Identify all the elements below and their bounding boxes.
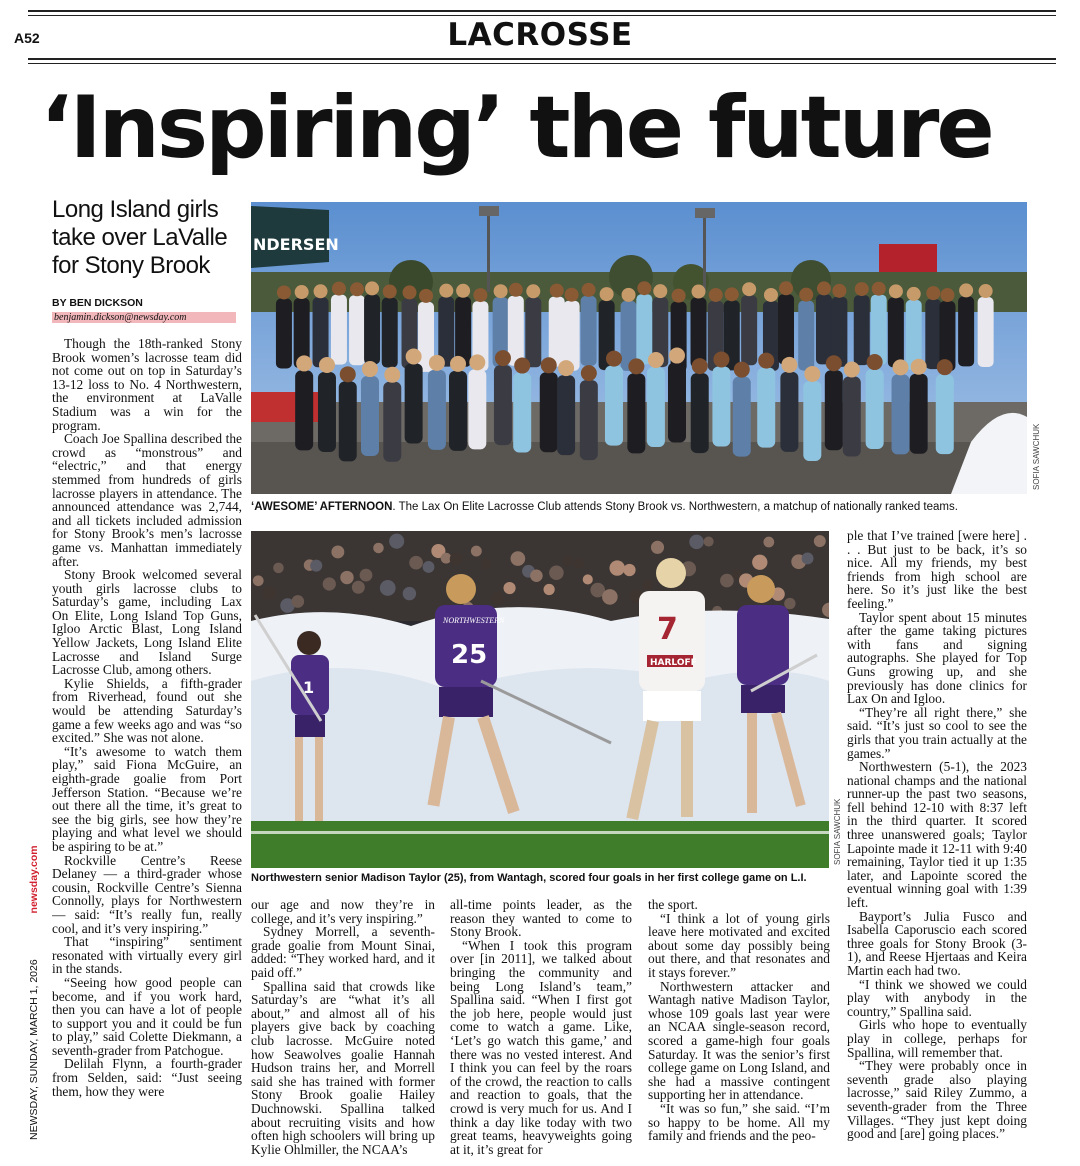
spectator [450, 552, 463, 565]
crowd-head [406, 349, 422, 365]
crowd-person [557, 375, 575, 455]
crowd-head [550, 284, 564, 298]
masthead-bottom-rule-thin [28, 63, 1056, 64]
spectator [389, 534, 404, 549]
crowd-head [314, 284, 328, 298]
headline: ‘Inspiring’ the future [40, 78, 992, 178]
crowd-head [429, 355, 445, 371]
spectator [331, 546, 344, 559]
crowd-head [979, 284, 993, 298]
crowd-person [605, 366, 623, 446]
crowd-head [365, 281, 379, 295]
crowd-head [804, 366, 820, 382]
crowd-head [350, 282, 364, 296]
spectator [544, 584, 555, 595]
crowd-head [558, 360, 574, 376]
crowd-head [541, 357, 557, 373]
paragraph: “It’s awesome to watch them play,” said Fiona McGuire, an eighth-grade goalie from Port Jefferson Station. “Because we’re out there all the time, it’s great to see the big girls, see how they’re playing and what level we should be aspiring to be at.” [52, 743, 242, 854]
crowd-head [844, 361, 860, 377]
crowd-head [277, 285, 291, 299]
spectator [273, 563, 284, 574]
game-photo [251, 531, 829, 868]
crowd-person [854, 295, 870, 365]
crowd-head [384, 367, 400, 383]
spectator [360, 569, 373, 582]
crowd-person [910, 374, 928, 454]
crowd-head [383, 285, 397, 299]
crowd-person [449, 371, 467, 451]
folio-date: NEWSDAY, SUNDAY, MARCH 1, 2026 [28, 959, 40, 1140]
jersey-script: NORTHWESTERN [443, 616, 505, 625]
crowd-head [509, 283, 523, 297]
crowd-head [713, 351, 729, 367]
spectator [471, 546, 482, 557]
paragraph: “They’re all right there,” she said. “It’s just so cool to see the girls that you train actually at the games.” [847, 704, 1027, 761]
top-rule [28, 10, 1056, 12]
crowd-person [825, 370, 843, 450]
crowd-head [295, 285, 309, 299]
paragraph: ple that I’ve trained [were here] . . . But just to be back, it’s so nice. All my friends, my best friends from high school are here. So it’s just like the best feeling.” [847, 529, 1027, 611]
crowd-head [419, 289, 433, 303]
crowd-person [741, 295, 757, 365]
crowd-person [691, 373, 709, 453]
crowd-person [513, 373, 531, 453]
team-photo-image [251, 202, 1027, 494]
article-column-5 [847, 529, 1027, 1159]
page-number: A52 [14, 30, 40, 46]
paragraph: Sydney Morrell, a seventh-grade goalie from Mount Sinai, added: “They worked hard, and it paid off.” [251, 924, 435, 980]
spectator [609, 560, 624, 575]
crowd-person [871, 295, 887, 365]
crowd-head [692, 358, 708, 374]
spectator [423, 561, 435, 573]
crowd-head [473, 288, 487, 302]
spectator [373, 543, 384, 554]
crowd-person [668, 363, 686, 443]
spectator [704, 536, 714, 546]
spectator [651, 541, 664, 554]
crowd-person [733, 377, 751, 457]
crowd-head [940, 288, 954, 302]
caption-text: . The Lax On Elite Lacrosse Club attends Stony Brook vs. Northwestern, a matchup of nationally ranked teams. [392, 501, 958, 513]
crowd-head [817, 281, 831, 295]
paragraph: Spallina said that crowds like Saturday’s are “what it’s all about,” and almost all of his players give back by coaching club lacrosse. McGuire noted how Seawolves goalie Hannah Hudson trains her, and Morrell said she has trained with former Stony Brook goalie Hailey Duchnowski. Spallina talked about recruiting visits and how often high schoolers will bring up Kylie Ohlmiller, the NCAA’s [251, 978, 435, 1157]
spectator [602, 589, 618, 605]
crowd-head [581, 365, 597, 381]
crowd-person [468, 369, 486, 449]
crowd-head [296, 355, 312, 371]
paragraph: “When I took this program over [in 2011], we talked about bringing the community and being Long Island’s team,” Spallina said. “When I first got the job here, people would just come to watch a game. Like, ‘Let’s go watch this game,’ and there was no vested interest. And I think you can feel by the roars of the crowd, the reaction to calls and reaction to goals, that the crowd is very much for us. And I think a day like today with two great teams, heavyweights going at it, it’s great for [450, 937, 632, 1157]
crowd-head [362, 361, 378, 377]
folio-vertical [28, 845, 40, 1140]
paragraph: “Seeing how good people can become, and if you work hard, then you can have a lot of people to support you and it could be fun to play,” said Colette Diekmann, a seventh-grader from Patchogue. [52, 974, 242, 1058]
crowd-head [456, 284, 470, 298]
crowd-person [383, 382, 401, 462]
crowd-head [764, 288, 778, 302]
crowd-head [450, 356, 466, 372]
spectator [409, 556, 423, 570]
crowd-head [628, 358, 644, 374]
spectator [481, 559, 492, 570]
crowd-person [361, 376, 379, 456]
paragraph: “I think a lot of young girls leave here motivated and excited about some day possibly being out there, and that resonates and it stays forever.” [648, 910, 830, 980]
caption-lead: ‘AWESOME’ AFTERNOON [251, 501, 393, 513]
crowd-person [494, 365, 512, 445]
top-rule-thin [28, 15, 1056, 16]
crowd-person [313, 297, 329, 367]
crowd-head [758, 353, 774, 369]
crowd-head [565, 288, 579, 302]
crowd-person [581, 296, 597, 366]
crowd-head [439, 284, 453, 298]
crowd-person [892, 374, 910, 454]
spectator [253, 575, 264, 586]
crowd-head [469, 354, 485, 370]
spectator [403, 587, 416, 600]
crowd-head [669, 348, 685, 364]
spectator [802, 553, 814, 565]
crowd-head [959, 283, 973, 297]
paragraph: Northwestern (5-1), the 2023 national champs and the national runner-up the past two seasons, fell behind 12-10 with 8:37 left in the third quarter. It scored three unanswered goals; Taylor Lapointe made it 12-11 with 9:40 remaining, Taylor tied it up 1:35 later, and Lapointe scored the eventual winning goal with 1:39 left. [847, 759, 1027, 911]
article-column-3 [450, 898, 632, 1160]
paragraph: Kylie Shields, a fifth-grader from Riverhead, found out she would be attending Saturday’s game a few weeks ago and was “so excited.” She was not alone. [52, 675, 242, 746]
crowd-person [888, 297, 904, 367]
paragraph: Coach Joe Spallina described the crowd as “monstrous” and “electric,” and that energy stemmed from hundreds of girls lacrosse players in attendance. The announced attendance was 2,744, and all tickets included admission for Stony Brook’s men’s lacrosse game vs. Manhattan immediately after. [52, 431, 242, 569]
deck: Long Island girls take over LaValle for Stony Brook [52, 196, 228, 279]
crowd-person [843, 376, 861, 456]
spectator [642, 580, 653, 591]
crowd-head [867, 354, 883, 370]
crowd-head [600, 287, 614, 301]
author-email[interactable]: benjamin.dickson@newsday.com [52, 312, 236, 323]
crowd-head [937, 359, 953, 375]
jersey-number-7: 7 [657, 612, 678, 647]
article-column-2 [251, 898, 435, 1160]
crowd-head [855, 282, 869, 296]
crowd-head [926, 286, 940, 300]
crowd-head [799, 288, 813, 302]
crowd-head [672, 289, 686, 303]
crowd-person [647, 367, 665, 447]
crowd-person [540, 372, 558, 452]
crowd-head [495, 350, 511, 366]
brand-url[interactable]: newsday.com [28, 845, 40, 914]
spectator [623, 564, 635, 576]
crowd-person [978, 297, 994, 367]
crowd-person [958, 296, 974, 366]
crowd-head [648, 352, 664, 368]
paragraph: “It was so fun,” she said. “I’m so happy to be home. All my family and friends and the peo- [648, 1100, 830, 1144]
crowd-head [606, 351, 622, 367]
crowd-head [734, 362, 750, 378]
crowd-person [580, 380, 598, 460]
paragraph: all-time points leader, as the reason they wanted to come to Stony Brook. [450, 898, 632, 940]
game-photo-credit: SOFIA SAWCHUK [833, 798, 842, 865]
crowd-head [872, 282, 886, 296]
paragraph: Bayport’s Julia Fusco and Isabella Caporuscio each scored three goals for Stony Brook (3-1), and Reese Hjertaas and Keira Martin each had two. [847, 908, 1027, 978]
crowd-person [349, 295, 365, 365]
crowd-head [514, 358, 530, 374]
paragraph: Rockville Centre’s Reese Delaney — a third-grader whose cousin, Rockville Centre’s Sienna Connolly, plays for Northwestern — said: “It’s really fun, really cool, and it’s very inspiring.” [52, 852, 242, 936]
crowd-person [549, 297, 565, 367]
crowd-person [925, 299, 941, 369]
spectator [574, 558, 584, 568]
crowd-head [637, 281, 651, 295]
crowd-person [339, 381, 357, 461]
spectator [340, 571, 353, 584]
crowd-person [798, 301, 814, 371]
spectator [563, 556, 573, 566]
crowd-person [803, 381, 821, 461]
section-title: LACROSSE [447, 17, 633, 53]
spectator [549, 565, 564, 580]
crowd-head [826, 355, 842, 371]
crowd-head [332, 282, 346, 296]
crowd-head [526, 284, 540, 298]
crowd-head [692, 285, 706, 299]
masthead-bottom-rule [28, 58, 1056, 60]
spectator [503, 582, 515, 594]
spectator [263, 586, 276, 599]
crowd-person [778, 294, 794, 364]
team-photo-caption [251, 501, 1041, 513]
spectator [784, 598, 795, 609]
spectator [583, 574, 593, 584]
crowd-person [936, 374, 954, 454]
paragraph: Stony Brook welcomed several youth girls lacrosse clubs to Saturday’s game, including Lax On Elite, Long Island Top Guns, Igloo Arctic Blast, Long Island Yellow Jackets, Long Island Elite Lacrosse and Island Surge Lacrosse Club, among others. [52, 567, 242, 678]
paragraph: Taylor spent about 15 minutes after the game taking pictures with fans and signing autographs. She played for Top Guns growing up, and she previously has done clinics for Lax On and Igloo. [847, 609, 1027, 707]
crowd-head [494, 284, 508, 298]
crowd-person [295, 370, 313, 450]
spectator [511, 551, 526, 566]
spectator [530, 569, 543, 582]
crowd-person [627, 373, 645, 453]
article-column-1 [52, 337, 242, 1159]
jersey-number-1: 1 [303, 678, 315, 697]
crowd-person [364, 294, 380, 364]
crowd-head [340, 366, 356, 382]
crowd-head [893, 359, 909, 375]
crowd-person [636, 294, 652, 364]
crowd-person [866, 369, 884, 449]
crowd-head [709, 288, 723, 302]
crowd-head [582, 283, 596, 297]
game-photo-image [251, 531, 829, 868]
crowd-person [331, 295, 347, 365]
spectator [310, 560, 322, 572]
team-photo [251, 202, 1027, 494]
crowd-head [832, 284, 846, 298]
paragraph: Delilah Flynn, a fourth-grader from Selden, said: “Just seeing them, how they were [52, 1056, 242, 1099]
jersey-number-25: 25 [451, 640, 488, 670]
crowd-person [691, 298, 707, 368]
byline: BY BEN DICKSON [52, 297, 143, 309]
paragraph: Northwestern attacker and Wantagh native Madison Taylor, whose 109 goals last year were an NCAA single-season record, scored a game-high four goals Saturday. It was the senior’s first college game on Long Island, and she had a massive contingent supporting her in attendance. [648, 978, 830, 1103]
paragraph: “They were probably once in seventh grade also playing lacrosse,” said Riley Zummo, a seventh-grader from the Three Villages. “They just kept doing good and [are] going places.” [847, 1058, 1027, 1142]
spectator [352, 581, 365, 594]
crowd-head [622, 288, 636, 302]
jersey-nameplate: HARLOFF [650, 658, 697, 668]
paragraph: Girls who hope to eventually play in college, perhaps for Spallina, will remember that. [847, 1017, 1027, 1060]
spectator [814, 535, 826, 547]
spectator [752, 555, 767, 570]
crowd-person [757, 368, 775, 448]
paragraph: our age and now they’re in college, and it’s very inspiring.” [251, 898, 435, 926]
crowd-head [319, 357, 335, 373]
game-photo-caption: Northwestern senior Madison Taylor (25), from Wantagh, scored four goals in her first college game on L.I. [251, 872, 807, 884]
paragraph: Though the 18th-ranked Stony Brook women’s lacrosse team did not come out on top in Saturday’s 13-12 loss to No. 4 Northwestern, the environment at LaValle Stadium was a win for the program. [52, 337, 242, 433]
spectator [291, 595, 304, 608]
crowd-head [653, 284, 667, 298]
crowd-person [428, 370, 446, 450]
spectator [491, 592, 504, 605]
crowd-head [403, 285, 417, 299]
crowd-person [780, 372, 798, 452]
crowd-person [318, 372, 336, 452]
paragraph: “I think we showed we could play with anybody in the country,” Spallina said. [847, 976, 1027, 1019]
crowd-person [382, 298, 398, 368]
crowd-person [816, 294, 832, 364]
spectator [763, 537, 774, 548]
crowd-head [742, 282, 756, 296]
spectator [720, 574, 734, 588]
crowd-person [276, 298, 292, 368]
crowd-head [911, 359, 927, 375]
crowd-person [712, 366, 730, 446]
crowd-head [779, 281, 793, 295]
crowd-person [405, 364, 423, 444]
article-column-4 [648, 898, 830, 1160]
crowd-head [725, 287, 739, 301]
spectator [323, 577, 336, 590]
paragraph: the sport. [648, 898, 698, 912]
crowd-person [525, 297, 541, 367]
spectator [380, 580, 396, 596]
crowd-head [907, 287, 921, 301]
crowd-head [889, 284, 903, 298]
crowd-head [781, 357, 797, 373]
tent-text: NDERSEN [253, 235, 339, 254]
team-photo-credit: SOFIA SAWCHUK [1032, 423, 1041, 490]
paragraph: That “inspiring” sentiment resonated with virtually every girl in the stands. [52, 934, 242, 977]
spectator [689, 535, 703, 549]
